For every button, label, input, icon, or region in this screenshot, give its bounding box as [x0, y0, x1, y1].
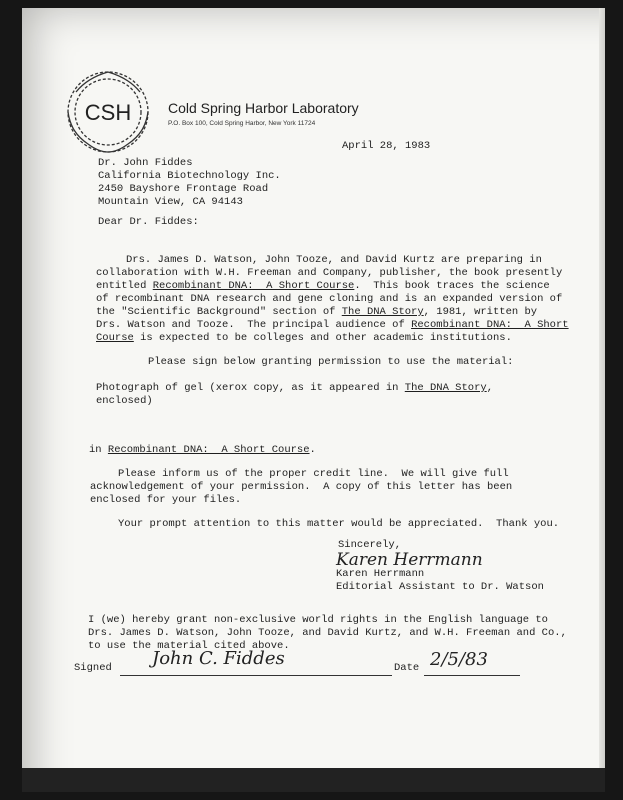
date-line [424, 675, 520, 676]
material-item: Photograph of gel (xerox copy, as it appeared in The DNA Story, [96, 382, 493, 394]
body-line: in Recombinant DNA: A Short Course. [89, 444, 316, 456]
lab-address: P.O. Box 100, Cold Spring Harbor, New York 11724 [168, 120, 316, 127]
grant-line: Drs. James D. Watson, John Tooze, and David Kurtz, and W.H. Freeman and Co., [88, 627, 567, 639]
page-bottom-shadow [22, 768, 605, 792]
body-line: of recombinant DNA research and gene cloning and is an expanded version of [96, 293, 563, 305]
body-line: Your prompt attention to this matter would be appreciated. Thank you. [118, 518, 560, 530]
material-item: enclosed) [96, 395, 153, 407]
letter-page [22, 8, 605, 768]
body-line: acknowledgement of your permission. A copy of this letter has been [90, 481, 513, 493]
grant-line: to use the material cited above. [88, 640, 290, 652]
closing-sincerely: Sincerely, [338, 539, 402, 551]
signed-date: 2/5/83 [430, 649, 488, 670]
body-line: entitled Recombinant DNA: A Short Course. This book traces the science [96, 280, 550, 292]
closing-title: Editorial Assistant to Dr. Watson [336, 581, 544, 593]
body-line: Drs. James D. Watson, John Tooze, and David Kurtz are preparing in [126, 254, 542, 266]
recipient-company: California Biotechnology Inc. [98, 170, 281, 182]
body-line: Please sign below granting permission to use the material: [148, 356, 514, 368]
signed-signature: John C. Fiddes [152, 648, 285, 669]
closing-name: Karen Herrmann [336, 568, 425, 580]
body-line: Drs. Watson and Tooze. The principal audience of Recombinant DNA: A Short [96, 319, 569, 331]
signed-label: Signed [74, 662, 112, 674]
recipient-street: 2450 Bayshore Frontage Road [98, 183, 269, 195]
lab-name: Cold Spring Harbor Laboratory [168, 100, 359, 116]
body-line: collaboration with W.H. Freeman and Company, publisher, the book presently [96, 267, 563, 279]
salutation: Dear Dr. Fiddes: [98, 216, 199, 228]
logo-text: CSH [84, 100, 132, 125]
body-line: enclosed for your files. [90, 494, 242, 506]
recipient-city: Mountain View, CA 94143 [98, 196, 243, 208]
body-line: the "Scientific Background" section of The DNA Story, 1981, written by [96, 306, 538, 318]
recipient-name: Dr. John Fiddes [98, 157, 193, 169]
body-line: Course is expected to be colleges and other academic institutions. [96, 332, 512, 344]
letter-date: April 28, 1983 [342, 140, 431, 152]
csh-logo [62, 66, 154, 158]
closing-signature: Karen Herrmann [336, 550, 483, 570]
body-line: Please inform us of the proper credit line. We will give full [118, 468, 509, 480]
date-label: Date [394, 662, 420, 674]
signed-line [120, 675, 392, 676]
grant-line: I (we) hereby grant non-exclusive world rights in the English language to [88, 614, 548, 626]
